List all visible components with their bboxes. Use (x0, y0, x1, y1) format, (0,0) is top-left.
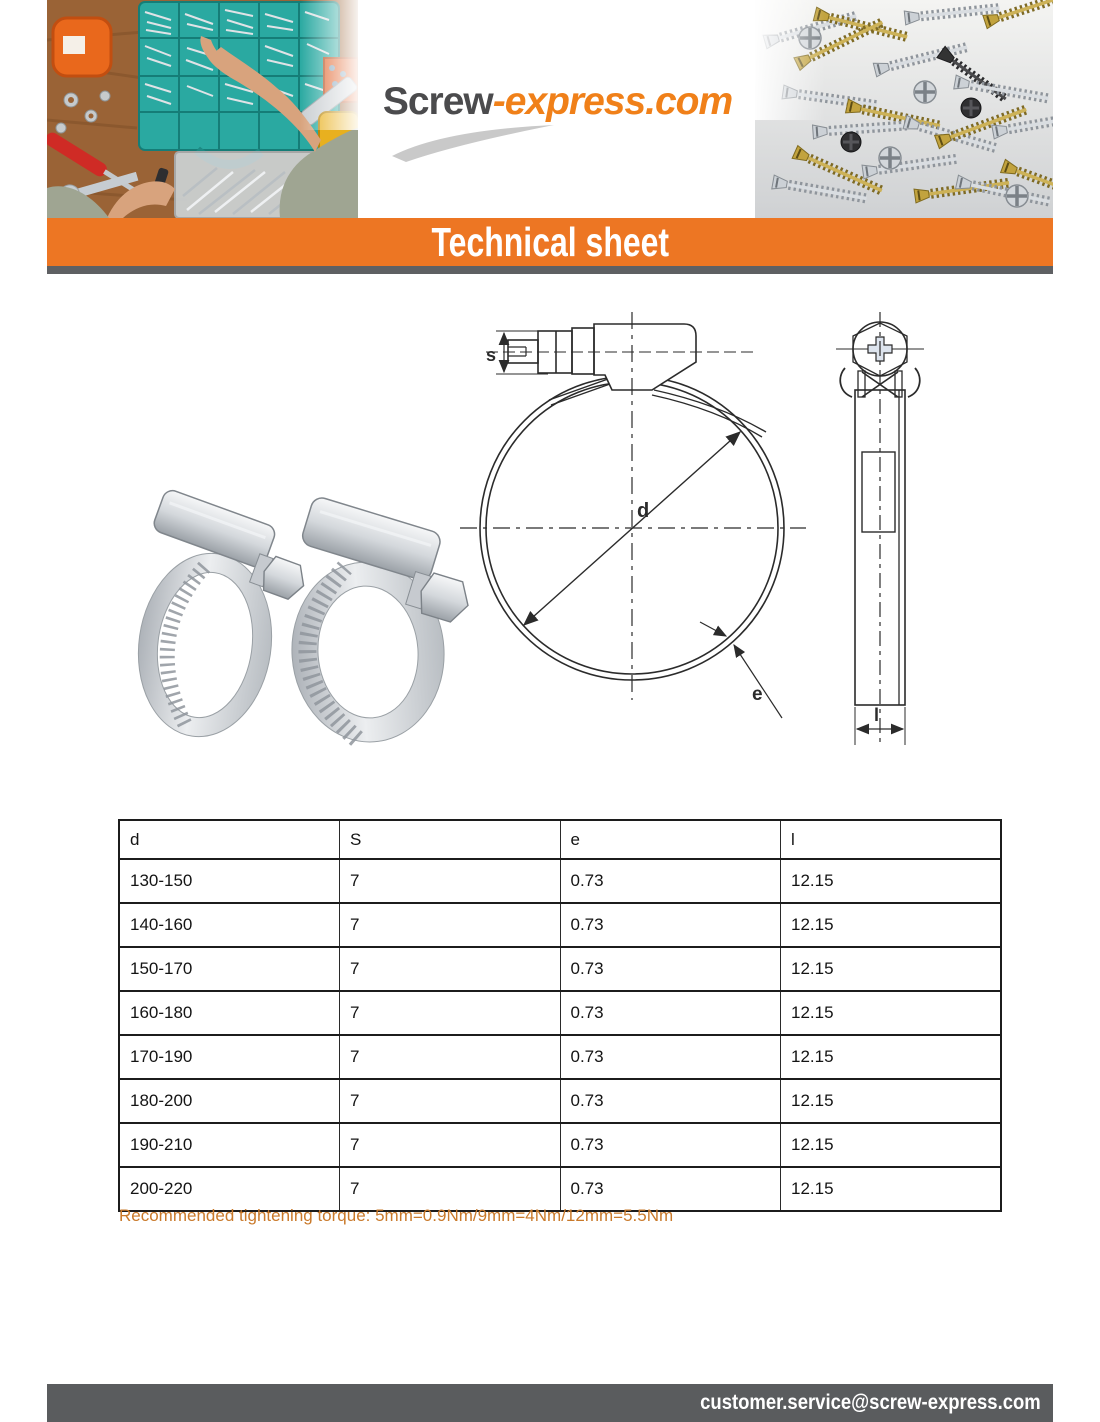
table-cell: 130-150 (119, 859, 340, 903)
side-view-drawing (836, 312, 924, 745)
table-cell: 0.73 (560, 1167, 781, 1211)
column-header: d (119, 820, 340, 859)
table-row (119, 1035, 1001, 1079)
clamp-photo-illustration (127, 488, 474, 747)
table-cell: 0.73 (560, 903, 781, 947)
table-cell: 7 (340, 1035, 561, 1079)
table-cell: 7 (340, 859, 561, 903)
logo-swoosh-icon (388, 122, 558, 164)
table-row (119, 991, 1001, 1035)
brand-logo-part2: -express.com (492, 80, 733, 123)
dimensions-table-wrap (118, 819, 1002, 1212)
dimension-label-e: e (752, 684, 763, 705)
screw-pile-illustration (755, 0, 1053, 218)
front-view-drawing (460, 312, 806, 718)
table-cell: 0.73 (560, 859, 781, 903)
table-cell: 7 (340, 947, 561, 991)
table-cell: 7 (340, 1167, 561, 1211)
column-header: l (781, 820, 1002, 859)
table-header-row (119, 820, 1001, 859)
table-cell: 140-160 (119, 903, 340, 947)
dimensions-table (118, 819, 1002, 1212)
table-cell: 170-190 (119, 1035, 340, 1079)
page-title: Technical sheet (431, 218, 669, 265)
screw-pile-photo (755, 0, 1053, 218)
table-cell: 12.15 (781, 1123, 1002, 1167)
column-header: e (560, 820, 781, 859)
table-cell: 200-220 (119, 1167, 340, 1211)
table-cell: 12.15 (781, 1167, 1002, 1211)
table-cell: 150-170 (119, 947, 340, 991)
table-cell: 12.15 (781, 947, 1002, 991)
table-cell: 190-210 (119, 1123, 340, 1167)
table-row (119, 903, 1001, 947)
table-cell: 0.73 (560, 991, 781, 1035)
table-cell: 12.15 (781, 903, 1002, 947)
table-cell: 0.73 (560, 1079, 781, 1123)
contact-email: customer.service@screw-express.com (700, 1391, 1041, 1414)
torque-note: Recommended tightening torque: 5mm=0.9Nm/9mm=4Nm/12mm=5.5Nm (119, 1206, 674, 1225)
footer-bar (47, 1384, 1053, 1422)
dimension-label-s: s (486, 345, 497, 365)
dimension-label-l: l (874, 705, 880, 725)
table-cell: 0.73 (560, 1123, 781, 1167)
column-header: S (340, 820, 561, 859)
table-cell: 180-200 (119, 1079, 340, 1123)
table-row (119, 1167, 1001, 1211)
table-row (119, 947, 1001, 991)
brand-logo-part1: Screw (382, 80, 493, 123)
table-cell: 7 (340, 903, 561, 947)
workbench-photo-illustration (47, 0, 360, 218)
table-cell: 12.15 (781, 1079, 1002, 1123)
table-cell: 7 (340, 991, 561, 1035)
logo-area (358, 0, 757, 218)
table-cell: 0.73 (560, 1035, 781, 1079)
table-cell: 12.15 (781, 1035, 1002, 1079)
title-banner (47, 218, 1053, 266)
table-row (119, 859, 1001, 903)
technical-drawing (47, 288, 1053, 780)
banner-shadow-bar (47, 266, 1053, 274)
brand-logo (358, 80, 757, 124)
dimension-label-d: d (637, 500, 650, 522)
table-cell: 7 (340, 1123, 561, 1167)
workbench-photo (47, 0, 360, 218)
table-cell: 7 (340, 1079, 561, 1123)
table-cell: 0.73 (560, 947, 781, 991)
table-cell: 12.15 (781, 991, 1002, 1035)
table-row (119, 1079, 1001, 1123)
table-cell: 12.15 (781, 859, 1002, 903)
table-cell: 160-180 (119, 991, 340, 1035)
table-row (119, 1123, 1001, 1167)
